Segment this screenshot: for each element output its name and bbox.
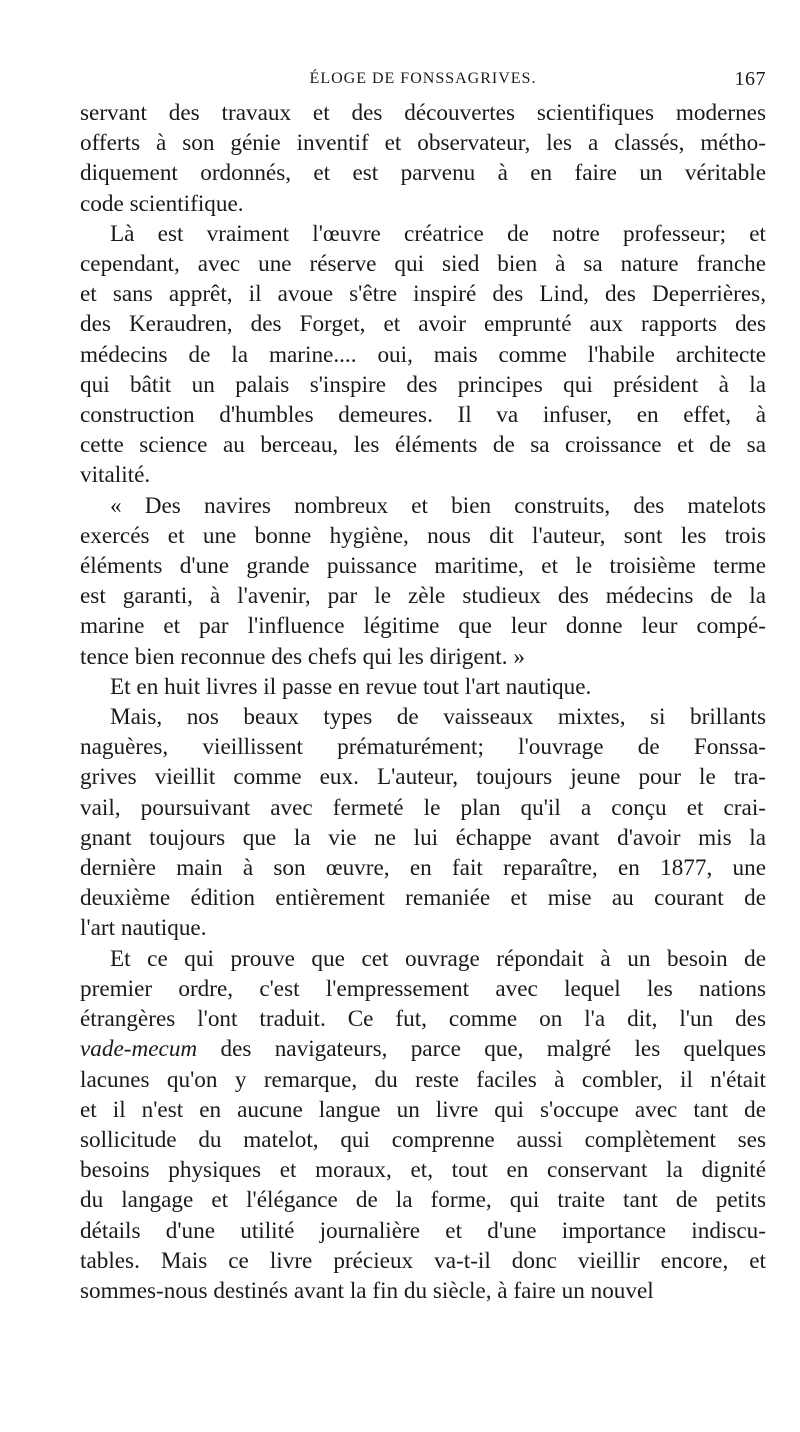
text-line: code scientifique.: [80, 190, 244, 217]
text-line: Là est vraiment l'œuvre créatrice de notre professeur; et: [110, 220, 766, 247]
text-line: est garanti, à l'avenir, par le zèle studieux des médecins de la: [80, 583, 766, 610]
paragraph: [80, 944, 766, 1306]
text-line: naguères, vieillissent prématurément; l'ouvrage de Fonssa-: [80, 734, 766, 761]
text-line: diquement ordonnés, et est parvenu à en faire un véritable: [80, 160, 766, 187]
text-line: cependant, avec une réserve qui sied bien à sa nature franche: [80, 251, 766, 278]
text-line: qui bâtit un palais s'inspire des principes qui président à la: [80, 371, 766, 398]
text-line: gnant toujours que la vie ne lui échappe avant d'avoir mis la: [80, 824, 766, 851]
text-line: deuxième édition entièrement remaniée et mise au courant de: [80, 885, 766, 912]
page-number: 167: [734, 68, 766, 90]
text-line: lacunes qu'on y remarque, du reste faciles à combler, il n'était: [80, 1066, 766, 1093]
text-line: vail, poursuivant avec fermeté le plan qu'il a conçu et crai-: [80, 794, 766, 821]
text-line: des Keraudren, des Forget, et avoir emprunté aux rapports des: [80, 311, 766, 338]
text-line: Mais, nos beaux types de vaisseaux mixtes, si brillants: [110, 704, 766, 731]
text-line: offerts à son génie inventif et observateur, les a classés, métho-: [80, 130, 766, 157]
text-line: et il n'est en aucune langue un livre qui s'occupe avec tant de: [80, 1096, 766, 1123]
paragraph: [80, 672, 766, 702]
text-line: marine et par l'influence légitime que leur donne leur compé-: [80, 613, 766, 640]
page-header: [80, 68, 766, 98]
text-line: Et en huit livres il passe en revue tout l'art nautique.: [110, 673, 592, 700]
text-line: sollicitude du matelot, qui comprenne aussi complètement ses: [80, 1126, 766, 1153]
running-title: ÉLOGE DE FONSSAGRIVES.: [309, 70, 537, 87]
text-line: Et ce qui prouve que cet ouvrage répondait à un besoin de: [110, 945, 766, 972]
text-line: tence bien reconnue des chefs qui les dirigent. »: [80, 643, 525, 670]
text-line: tables. Mais ce livre précieux va-t-il donc vieillir encore, et: [80, 1247, 766, 1274]
text-line: exercés et une bonne hygiène, nous dit l'auteur, sont les trois: [80, 522, 766, 549]
text-line: besoins physiques et moraux, et, tout en conservant la dignité: [80, 1157, 766, 1184]
text-line: l'art nautique.: [80, 915, 207, 942]
text-line: cette science au berceau, les éléments de sa croissance et de sa: [80, 432, 766, 459]
text-line: construction d'humbles demeures. Il va infuser, en effet, à: [80, 402, 766, 429]
text-line: du langage et l'élégance de la forme, qui traite tant de petits: [80, 1187, 766, 1214]
text-line: sommes-nous destinés avant la fin du siècle, à faire un nouvel: [80, 1277, 654, 1304]
text-line: vitalité.: [80, 462, 151, 489]
text-line: médecins de la marine.... oui, mais comme l'habile architecte: [80, 341, 766, 368]
text-line: dernière main à son œuvre, en fait reparaître, en 1877, une: [80, 855, 766, 882]
paragraph: [80, 219, 766, 491]
text-line: étrangères l'ont traduit. Ce fut, comme on l'a dit, l'un des: [80, 1006, 766, 1033]
book-page: [80, 68, 766, 1306]
text-line: détails d'une utilité journalière et d'une importance indiscu-: [80, 1217, 766, 1244]
text-line: premier ordre, c'est l'empressement avec lequel les nations: [80, 975, 766, 1002]
paragraph: [80, 491, 766, 672]
body-text: [80, 98, 766, 1306]
text-line: « Des navires nombreux et bien construits, des matelots: [110, 492, 766, 519]
text-line: éléments d'une grande puissance maritime, et le troisième terme: [80, 553, 766, 580]
text-line: et sans apprêt, il avoue s'être inspiré des Lind, des Deperrières,: [80, 281, 766, 308]
text-line: servant des travaux et des découvertes scientifiques modernes: [80, 100, 766, 126]
text-line: vade-mecum des navigateurs, parce que, malgré les quelques: [80, 1036, 766, 1063]
paragraph: [80, 702, 766, 944]
paragraph: [80, 98, 766, 219]
text-line: grives vieillit comme eux. L'auteur, toujours jeune pour le tra-: [80, 764, 766, 791]
